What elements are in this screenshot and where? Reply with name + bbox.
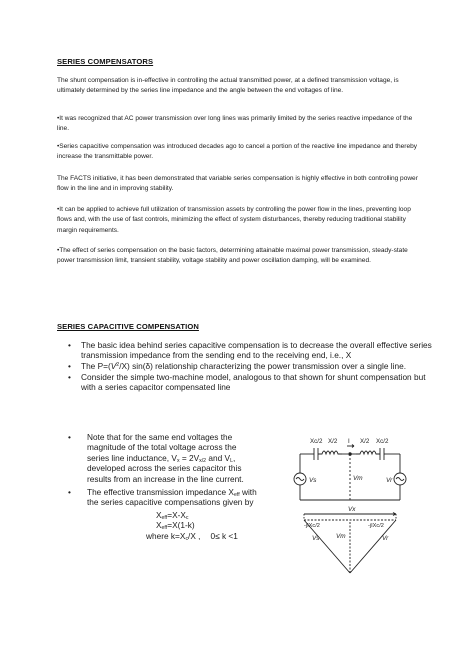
eq-sub: c — [185, 536, 189, 543]
label-x2-right: X/2 — [360, 438, 370, 445]
note-line-2: magnitude of the total voltage across the — [87, 442, 237, 453]
equation-xeff-1 — [68, 510, 296, 521]
bullet-power-v: V — [110, 361, 117, 372]
note-sub: x/2 — [199, 457, 207, 464]
sending-source-wave — [296, 478, 304, 481]
bullet-note — [68, 432, 296, 484]
heading-series-compensators: SERIES COMPENSATORS — [57, 57, 154, 66]
label-right-drop: -jIXc/2 — [368, 523, 384, 529]
label-vs-phasor: Vs — [312, 535, 320, 542]
note-block — [68, 432, 296, 542]
eq-range: 0≤ k <1 — [210, 531, 238, 542]
bullet-dot: • — [68, 340, 71, 350]
label-vr-phasor: Vr — [382, 535, 389, 542]
paragraph-full-utilization: •It can be applied to achieve full utilization of transmission assets by controlling the power flow in the lines, preventing loop flows and, with the use of fast controls, minimizing the effect of system disturbances, thereby reducing traditional stability margin requirements. — [57, 206, 411, 234]
bullet-dot: • — [68, 487, 71, 498]
label-x2-left: X/2 — [328, 438, 338, 445]
equation-k-definition — [68, 531, 296, 542]
effective-line-1 — [87, 487, 296, 497]
bullet-power-text-post: /X) sin(δ) relationship characterizing the power transmission over a single line. — [119, 361, 407, 372]
effective-sub: eff — [233, 492, 240, 499]
bullet-effective-impedance — [68, 487, 296, 508]
effective-text: The effective transmission impedance X — [87, 487, 234, 498]
paragraph-series-effect: •The effect of series compensation on the basic factors, determining attainable maximal power transmission, steady-state power transmission limit, transient stability, voltage stability and power oscillation damping, will be examined. — [57, 247, 408, 265]
eq-text: where k=X — [146, 531, 186, 542]
receiving-source-wave — [396, 478, 404, 481]
heading-series-capacitive-compensation: SERIES CAPACITIVE COMPENSATION — [57, 322, 199, 331]
left-inductor — [318, 451, 342, 454]
bullet-two-machine-model — [68, 372, 438, 392]
label-xc2-right: Xc/2 — [376, 438, 389, 445]
note-line-1: Note that for the same end voltages the — [87, 432, 233, 442]
eq-text: =X-X — [167, 509, 186, 520]
bullet-dot: • — [68, 432, 71, 442]
equation-xeff-2 — [68, 520, 296, 531]
note-text: , — [232, 452, 236, 463]
bullet-power-relationship — [68, 361, 438, 371]
eq-sub: eff — [161, 514, 168, 521]
label-vs: Vs — [309, 477, 317, 484]
series-compensation-diagram — [290, 428, 430, 578]
label-vr: Vr — [386, 477, 393, 484]
label-left-drop: -jIXc/2 — [304, 523, 320, 529]
right-inductor — [356, 451, 380, 454]
eq-text: X — [156, 520, 162, 531]
label-current: I — [348, 438, 350, 445]
vs-phasor — [304, 520, 350, 573]
label-vm-phasor: Vm — [336, 533, 346, 540]
slide-bullet-list — [68, 340, 438, 393]
bullet-power-text-pre: The P=( — [81, 361, 111, 372]
note-sub: L — [230, 457, 233, 464]
paragraph-facts-initiative: The FACTS initiative, it has been demonstrated that variable series compensation is highly effective in both controlling power flow in the line and in improving stability. — [57, 175, 418, 193]
note-text: and V — [206, 452, 231, 463]
bullet-basic-idea — [68, 340, 438, 360]
label-vm: Vm — [353, 475, 363, 482]
effective-line-2: the series capacitive compensations given by — [87, 497, 254, 508]
bullet-dot: • — [68, 372, 71, 383]
note-text: series line inductance, V — [87, 452, 177, 463]
eq-text: /X , — [188, 531, 201, 542]
effective-text: with — [239, 487, 257, 498]
paragraph-ac-transmission: •It was recognized that AC power transmission over long lines was primarily limited by the series reactive impedance of the line. — [57, 115, 413, 133]
note-line-5: results from an increase in the line current. — [87, 473, 244, 484]
note-sub: x — [176, 457, 180, 464]
paragraph-series-capacitive: •Series capacitive compensation was introduced decades ago to cancel a portion of the reactive line impedance and thereby increase the transmittable power. — [57, 143, 418, 161]
note-text: = 2V — [179, 452, 200, 463]
bullet-dot: • — [68, 361, 71, 372]
eq-sub: c — [185, 514, 189, 521]
label-xc2-left: Xc/2 — [310, 438, 323, 445]
paragraph-shunt-compensation: The shunt compensation is in-effective in controlling the actual transmitted power, at a defined transmission voltage, is ultimately determined by the series line impedance and the angle between the end voltages of line. — [57, 77, 399, 95]
bullet-basic-idea-text: The basic idea behind series capacitive compensation is to decrease the overall effective series transmission impedance from the sending end to the receiving end, i.e., X — [81, 340, 432, 361]
note-line-3 — [87, 453, 296, 463]
eq-sub: eff — [161, 525, 168, 532]
eq-text: X — [156, 509, 162, 520]
bullet-two-machine-text: Consider the simple two-machine model, analogous to that shown for shunt compensation but with a series capacitor compensated line — [81, 372, 426, 393]
note-line-4: developed across the series capacitor this — [87, 463, 242, 474]
bullet-power-exp: 2 — [116, 362, 120, 369]
label-vx: Vx — [348, 506, 356, 513]
eq-text: =X(1-k) — [167, 520, 195, 531]
